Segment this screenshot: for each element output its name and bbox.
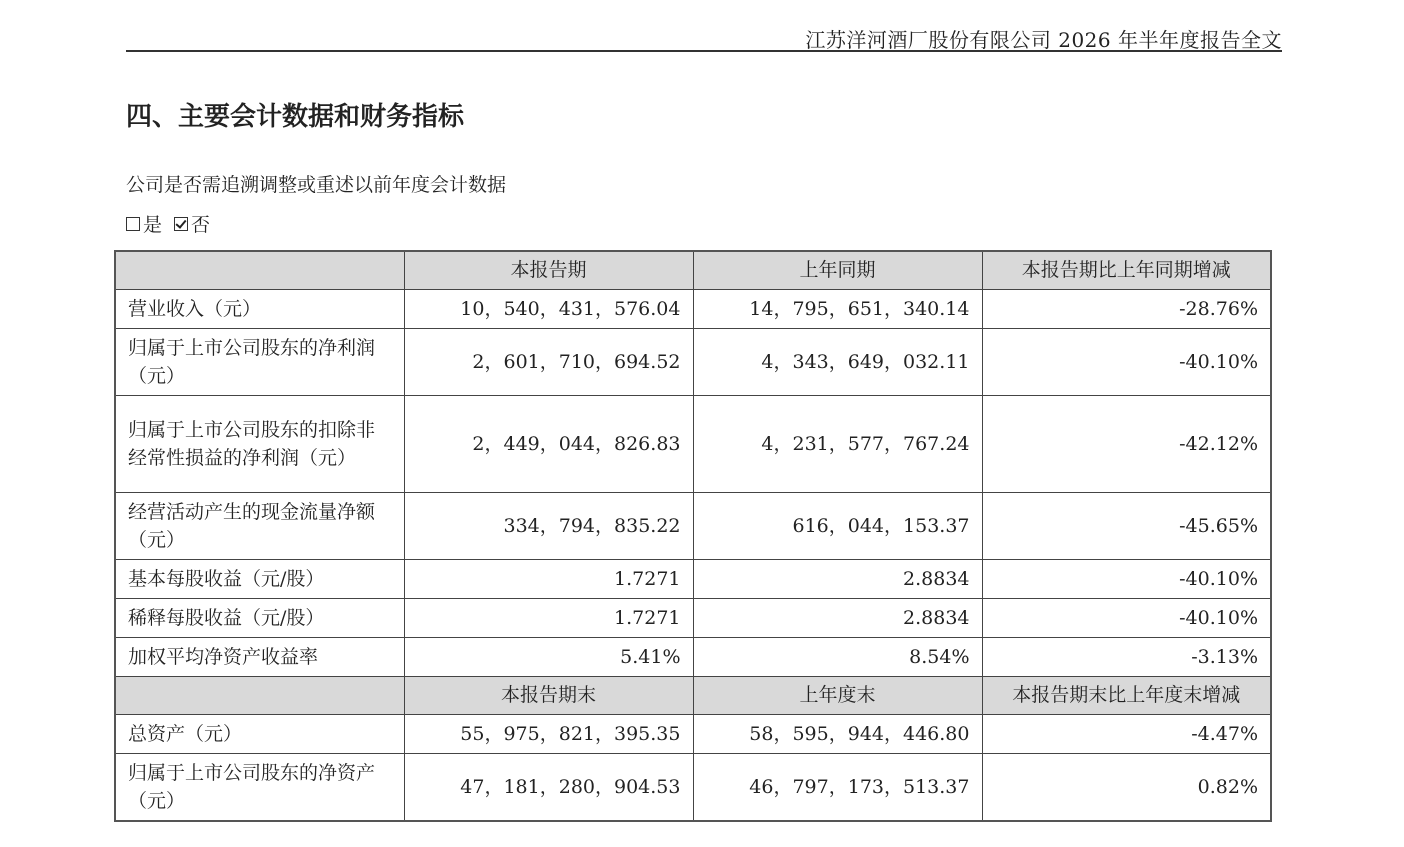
prior-value: 8.54% bbox=[693, 637, 982, 676]
row-label: 基本每股收益（元/股） bbox=[115, 559, 404, 598]
current-value: 2，449，044，826.83 bbox=[404, 395, 693, 492]
table-row bbox=[115, 328, 1271, 395]
row-label: 归属于上市公司股东的净利润（元） bbox=[115, 328, 404, 395]
table-row bbox=[115, 492, 1271, 559]
current-value: 47，181，280，904.53 bbox=[404, 753, 693, 821]
row-label: 总资产（元） bbox=[115, 714, 404, 753]
change-value: -45.65% bbox=[982, 492, 1271, 559]
change-value: -3.13% bbox=[982, 637, 1271, 676]
table-subheader-row bbox=[115, 676, 1271, 714]
table-row bbox=[115, 714, 1271, 753]
current-value: 5.41% bbox=[404, 637, 693, 676]
change-value: -28.76% bbox=[982, 289, 1271, 328]
row-label: 营业收入（元） bbox=[115, 289, 404, 328]
table-row bbox=[115, 637, 1271, 676]
checked-box-icon[interactable] bbox=[174, 217, 188, 231]
change-value: -40.10% bbox=[982, 328, 1271, 395]
change-value: -40.10% bbox=[982, 559, 1271, 598]
prior-value: 616，044，153.37 bbox=[693, 492, 982, 559]
table-row bbox=[115, 598, 1271, 637]
prior-value: 46，797，173，513.37 bbox=[693, 753, 982, 821]
row-label: 经营活动产生的现金流量净额（元） bbox=[115, 492, 404, 559]
prior-value: 14，795，651，340.14 bbox=[693, 289, 982, 328]
header-cell bbox=[115, 251, 404, 289]
unchecked-box-icon[interactable] bbox=[126, 217, 140, 231]
table-row bbox=[115, 289, 1271, 328]
prior-value: 2.8834 bbox=[693, 598, 982, 637]
page-header bbox=[126, 22, 1282, 52]
header-cell: 本报告期末比上年度末增减 bbox=[982, 676, 1271, 714]
table-row bbox=[115, 395, 1271, 492]
row-label: 加权平均净资产收益率 bbox=[115, 637, 404, 676]
section-title: 四、主要会计数据和财务指标 bbox=[126, 102, 465, 132]
header-cell bbox=[115, 676, 404, 714]
header-cell: 上年度末 bbox=[693, 676, 982, 714]
header-cell: 本报告期比上年同期增减 bbox=[982, 251, 1271, 289]
change-value: -40.10% bbox=[982, 598, 1271, 637]
option-yes[interactable] bbox=[126, 210, 162, 237]
report-title: 江苏洋河酒厂股份有限公司 2026 年半年度报告全文 bbox=[805, 28, 1282, 52]
row-label: 归属于上市公司股东的净资产（元） bbox=[115, 753, 404, 821]
prior-value: 2.8834 bbox=[693, 559, 982, 598]
option-no-label: 否 bbox=[191, 214, 211, 236]
prior-value: 4，231，577，767.24 bbox=[693, 395, 982, 492]
restatement-question: 公司是否需追溯调整或重述以前年度会计数据 bbox=[126, 174, 507, 196]
table-header-row bbox=[115, 251, 1271, 289]
financial-indicators-table bbox=[114, 250, 1272, 822]
current-value: 1.7271 bbox=[404, 598, 693, 637]
row-label: 归属于上市公司股东的扣除非经常性损益的净利润（元） bbox=[115, 395, 404, 492]
header-cell: 本报告期 bbox=[404, 251, 693, 289]
change-value: -4.47% bbox=[982, 714, 1271, 753]
current-value: 334，794，835.22 bbox=[404, 492, 693, 559]
prior-value: 58，595，944，446.80 bbox=[693, 714, 982, 753]
restatement-answers bbox=[126, 210, 222, 237]
current-value: 2，601，710，694.52 bbox=[404, 328, 693, 395]
change-value: 0.82% bbox=[982, 753, 1271, 821]
current-value: 1.7271 bbox=[404, 559, 693, 598]
table-row bbox=[115, 753, 1271, 821]
header-cell: 上年同期 bbox=[693, 251, 982, 289]
option-no[interactable] bbox=[174, 210, 210, 237]
header-cell: 本报告期末 bbox=[404, 676, 693, 714]
current-value: 55，975，821，395.35 bbox=[404, 714, 693, 753]
current-value: 10，540，431，576.04 bbox=[404, 289, 693, 328]
prior-value: 4，343，649，032.11 bbox=[693, 328, 982, 395]
change-value: -42.12% bbox=[982, 395, 1271, 492]
row-label: 稀释每股收益（元/股） bbox=[115, 598, 404, 637]
option-yes-label: 是 bbox=[143, 214, 163, 236]
table-row bbox=[115, 559, 1271, 598]
